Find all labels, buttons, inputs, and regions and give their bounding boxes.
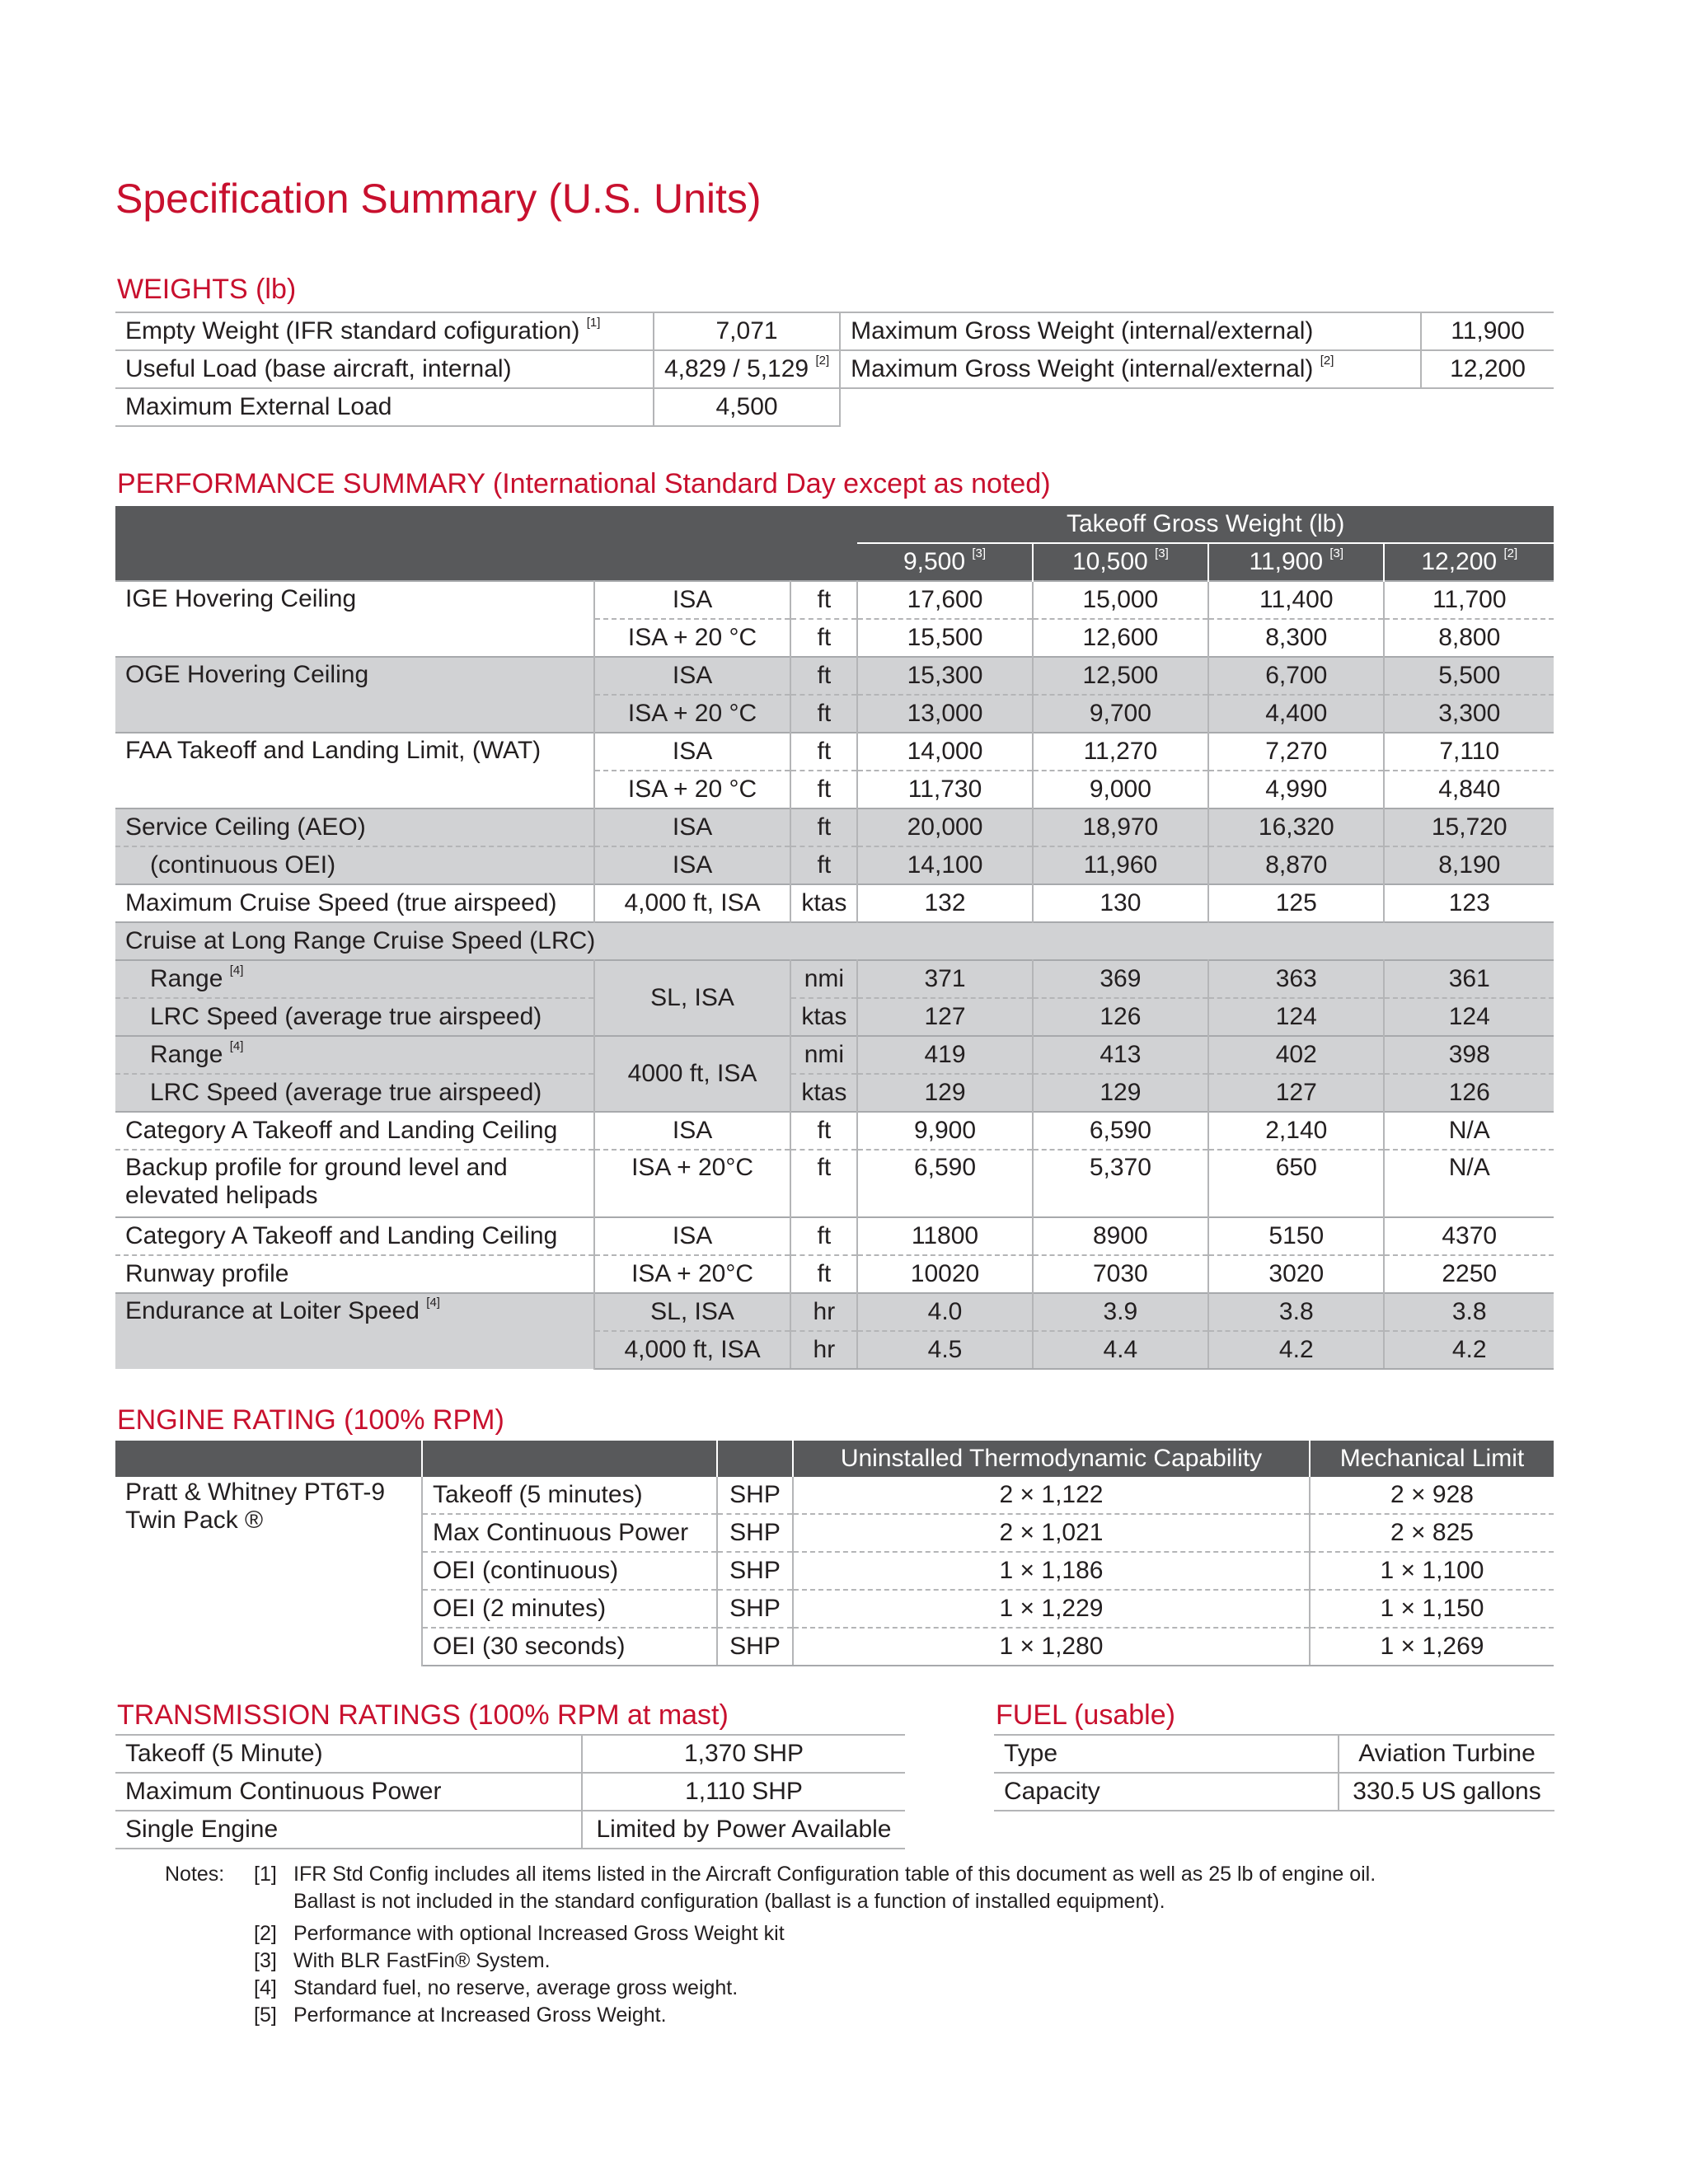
mech-value: 2 × 825 bbox=[1310, 1514, 1554, 1552]
cell-value: 15,720 bbox=[1384, 808, 1554, 846]
cell-value: 11,700 bbox=[1384, 581, 1554, 619]
mech-value: 1 × 1,150 bbox=[1310, 1590, 1554, 1628]
row-unit: ktas bbox=[790, 1074, 857, 1112]
table-row bbox=[115, 808, 1554, 846]
note-text: With BLR FastFin® System. bbox=[293, 1949, 551, 1972]
row-unit: ft bbox=[790, 733, 857, 771]
cell-value: 15,000 bbox=[1033, 581, 1208, 619]
row-unit: ktas bbox=[790, 884, 857, 922]
row-condition: ISA bbox=[594, 846, 791, 884]
row-label: Runway profile bbox=[115, 1255, 594, 1293]
cell-value: 419 bbox=[857, 1036, 1032, 1074]
row-condition: ISA + 20°C bbox=[594, 1255, 791, 1293]
takeoff-gross-weight-header: Takeoff Gross Weight (lb) bbox=[857, 506, 1554, 543]
performance-table bbox=[115, 506, 1554, 1370]
cell-value: 8,300 bbox=[1208, 619, 1384, 657]
cell-value: 8,870 bbox=[1208, 846, 1384, 884]
cell-value: 5150 bbox=[1208, 1217, 1384, 1255]
mech-value: 1 × 1,269 bbox=[1310, 1628, 1554, 1666]
row-condition: ISA bbox=[594, 808, 791, 846]
row-unit: ft bbox=[790, 771, 857, 808]
cell-value: 18,970 bbox=[1033, 808, 1208, 846]
cell-value: 650 bbox=[1208, 1150, 1384, 1217]
row-unit: ft bbox=[790, 1217, 857, 1255]
row-condition: ISA bbox=[594, 657, 791, 695]
cell-value: 4.2 bbox=[1384, 1331, 1554, 1369]
cell-value: 11,400 bbox=[1208, 581, 1384, 619]
row-label: Cruise at Long Range Cruise Speed (LRC) bbox=[115, 922, 1554, 960]
row-condition: SL, ISA bbox=[594, 960, 791, 1036]
cell-value: 126 bbox=[1033, 998, 1208, 1036]
weights-table bbox=[115, 312, 1554, 427]
cell-value: 9,900 bbox=[857, 1112, 1032, 1150]
cell-value: 11,730 bbox=[857, 771, 1032, 808]
column-header: 9,500 [3] bbox=[857, 543, 1032, 581]
cell-value: 3,300 bbox=[1384, 695, 1554, 733]
row-unit: ft bbox=[790, 1150, 857, 1217]
cell-value: 3.8 bbox=[1208, 1293, 1384, 1331]
cell-value: 9,000 bbox=[1033, 771, 1208, 808]
engine-name: Pratt & Whitney PT6T-9 Twin Pack ® bbox=[115, 1477, 422, 1666]
cell-value: 6,590 bbox=[1033, 1112, 1208, 1150]
cell-value: 361 bbox=[1384, 960, 1554, 998]
table-row bbox=[115, 350, 1554, 388]
row-condition: SL, ISA bbox=[594, 1293, 791, 1331]
cell-value: 127 bbox=[1208, 1074, 1384, 1112]
transmission-label: Maximum Continuous Power bbox=[115, 1773, 582, 1811]
rating-unit: SHP bbox=[717, 1590, 793, 1628]
row-label: Range [4] bbox=[115, 960, 594, 998]
row-label: FAA Takeoff and Landing Limit, (WAT) bbox=[115, 733, 594, 808]
cell-value: 124 bbox=[1208, 998, 1384, 1036]
cell-value: 125 bbox=[1208, 884, 1384, 922]
transmission-value: 1,110 SHP bbox=[582, 1773, 905, 1811]
table-row bbox=[115, 1773, 905, 1811]
row-label: LRC Speed (average true airspeed) bbox=[115, 1074, 594, 1112]
cell-value: 413 bbox=[1033, 1036, 1208, 1074]
weights-label: Maximum External Load bbox=[115, 388, 654, 426]
column-header: Uninstalled Thermodynamic Capability bbox=[793, 1441, 1310, 1477]
cell-value: 7030 bbox=[1033, 1255, 1208, 1293]
transmission-value: Limited by Power Available bbox=[582, 1811, 905, 1849]
table-header-row bbox=[115, 1441, 1554, 1477]
cell-value: 3020 bbox=[1208, 1255, 1384, 1293]
cell-value: 13,000 bbox=[857, 695, 1032, 733]
engine-table bbox=[115, 1441, 1554, 1666]
thermo-value: 2 × 1,122 bbox=[793, 1477, 1310, 1514]
cell-value: 4,990 bbox=[1208, 771, 1384, 808]
row-unit: ft bbox=[790, 846, 857, 884]
row-label: Endurance at Loiter Speed [4] bbox=[115, 1293, 594, 1369]
cell-value: 4,840 bbox=[1384, 771, 1554, 808]
note-item bbox=[165, 1920, 1489, 1947]
row-condition: ISA + 20 °C bbox=[594, 771, 791, 808]
row-label: Service Ceiling (AEO) bbox=[115, 808, 594, 846]
table-row bbox=[115, 846, 1554, 884]
row-unit: ft bbox=[790, 657, 857, 695]
row-condition: ISA bbox=[594, 733, 791, 771]
row-unit: ft bbox=[790, 1112, 857, 1150]
notes bbox=[165, 1861, 1489, 2029]
cell-value: 398 bbox=[1384, 1036, 1554, 1074]
cell-value: 6,700 bbox=[1208, 657, 1384, 695]
row-label: LRC Speed (average true airspeed) bbox=[115, 998, 594, 1036]
cell-value: 8900 bbox=[1033, 1217, 1208, 1255]
cell-value: 16,320 bbox=[1208, 808, 1384, 846]
table-row bbox=[115, 1074, 1554, 1112]
table-row bbox=[115, 1150, 1554, 1217]
row-condition: ISA bbox=[594, 581, 791, 619]
note-text: Performance with optional Increased Gross Weight kit bbox=[293, 1922, 785, 1945]
rating-label: Takeoff (5 minutes) bbox=[422, 1477, 717, 1514]
cell-value: 124 bbox=[1384, 998, 1554, 1036]
cell-value: 4.4 bbox=[1033, 1331, 1208, 1369]
row-unit: hr bbox=[790, 1293, 857, 1331]
note-text: Standard fuel, no reserve, average gross weight. bbox=[293, 1976, 738, 1999]
cell-value: 2250 bbox=[1384, 1255, 1554, 1293]
row-unit: ft bbox=[790, 1255, 857, 1293]
cell-value: 5,500 bbox=[1384, 657, 1554, 695]
row-condition: ISA + 20 °C bbox=[594, 695, 791, 733]
table-header-row bbox=[115, 506, 1554, 543]
transmission-label: Single Engine bbox=[115, 1811, 582, 1849]
cell-value: 9,700 bbox=[1033, 695, 1208, 733]
weights-label: Maximum Gross Weight (internal/external) bbox=[840, 312, 1421, 350]
fuel-value: 330.5 US gallons bbox=[1339, 1773, 1554, 1811]
cell-value: N/A bbox=[1384, 1150, 1554, 1217]
cell-value: 132 bbox=[857, 884, 1032, 922]
cell-value: 3.8 bbox=[1384, 1293, 1554, 1331]
row-label: Category A Takeoff and Landing Ceiling bbox=[115, 1112, 594, 1150]
table-row bbox=[994, 1773, 1554, 1811]
cell-value: 20,000 bbox=[857, 808, 1032, 846]
row-unit: ktas bbox=[790, 998, 857, 1036]
row-condition: ISA bbox=[594, 1112, 791, 1150]
cell-value: 4.5 bbox=[857, 1331, 1032, 1369]
cell-value: 4.2 bbox=[1208, 1331, 1384, 1369]
cell-value: 12,500 bbox=[1033, 657, 1208, 695]
note-text: IFR Std Config includes all items listed in the Aircraft Configuration table of this document as well as 25 lb of engine oil. Ballast is not included in the standard configuration (ballast is a function of installed equipment). bbox=[293, 1863, 1376, 1913]
table-row bbox=[115, 1255, 1554, 1293]
weights-value: 12,200 bbox=[1421, 350, 1554, 388]
row-label: (continuous OEI) bbox=[115, 846, 594, 884]
fuel-label: Capacity bbox=[994, 1773, 1339, 1811]
table-row bbox=[115, 998, 1554, 1036]
mech-value: 1 × 1,100 bbox=[1310, 1552, 1554, 1590]
table-row bbox=[115, 657, 1554, 695]
row-unit: ft bbox=[790, 581, 857, 619]
transmission-heading: TRANSMISSION RATINGS (100% RPM at mast) bbox=[117, 1699, 729, 1731]
rating-label: OEI (30 seconds) bbox=[422, 1628, 717, 1666]
column-header: 11,900 [3] bbox=[1208, 543, 1384, 581]
rating-unit: SHP bbox=[717, 1477, 793, 1514]
rating-label: Max Continuous Power bbox=[422, 1514, 717, 1552]
rating-label: OEI (2 minutes) bbox=[422, 1590, 717, 1628]
cell-value: 11,960 bbox=[1033, 846, 1208, 884]
table-row bbox=[115, 312, 1554, 350]
thermo-value: 1 × 1,229 bbox=[793, 1590, 1310, 1628]
cell-value: N/A bbox=[1384, 1112, 1554, 1150]
row-condition: 4,000 ft, ISA bbox=[594, 1331, 791, 1369]
row-label: Category A Takeoff and Landing Ceiling bbox=[115, 1217, 594, 1255]
transmission-value: 1,370 SHP bbox=[582, 1735, 905, 1773]
row-condition: ISA + 20°C bbox=[594, 1150, 791, 1217]
row-condition: 4,000 ft, ISA bbox=[594, 884, 791, 922]
rating-label: OEI (continuous) bbox=[422, 1552, 717, 1590]
note-number: [1] bbox=[254, 1863, 277, 1886]
note-item bbox=[165, 1947, 1489, 1975]
weights-value: 4,500 bbox=[654, 388, 840, 426]
cell-value: 4.0 bbox=[857, 1293, 1032, 1331]
cell-value: 7,270 bbox=[1208, 733, 1384, 771]
row-unit: nmi bbox=[790, 960, 857, 998]
cell-value: 127 bbox=[857, 998, 1032, 1036]
row-label: OGE Hovering Ceiling bbox=[115, 657, 594, 733]
row-unit: nmi bbox=[790, 1036, 857, 1074]
cell-value: 3.9 bbox=[1033, 1293, 1208, 1331]
weights-label: Useful Load (base aircraft, internal) bbox=[115, 350, 654, 388]
note-number: [4] bbox=[254, 1976, 277, 1999]
weights-label: Empty Weight (IFR standard cofiguration) [1] bbox=[115, 312, 654, 350]
row-label: Range [4] bbox=[115, 1036, 594, 1074]
rating-unit: SHP bbox=[717, 1552, 793, 1590]
cell-value: 5,370 bbox=[1033, 1150, 1208, 1217]
table-row bbox=[115, 1735, 905, 1773]
cell-value: 129 bbox=[1033, 1074, 1208, 1112]
cell-value: 11,270 bbox=[1033, 733, 1208, 771]
note-number: [5] bbox=[254, 2004, 277, 2027]
cell-value: 371 bbox=[857, 960, 1032, 998]
cell-value: 369 bbox=[1033, 960, 1208, 998]
row-unit: ft bbox=[790, 695, 857, 733]
thermo-value: 2 × 1,021 bbox=[793, 1514, 1310, 1552]
cell-value: 10020 bbox=[857, 1255, 1032, 1293]
cell-value: 15,500 bbox=[857, 619, 1032, 657]
cell-value: 4370 bbox=[1384, 1217, 1554, 1255]
note-item bbox=[165, 2002, 1489, 2029]
weights-label: Maximum Gross Weight (internal/external) [2] bbox=[840, 350, 1421, 388]
row-label: Maximum Cruise Speed (true airspeed) bbox=[115, 884, 594, 922]
thermo-value: 1 × 1,186 bbox=[793, 1552, 1310, 1590]
fuel-label: Type bbox=[994, 1735, 1339, 1773]
weights-heading: WEIGHTS (lb) bbox=[117, 274, 297, 305]
cell-value: 129 bbox=[857, 1074, 1032, 1112]
note-number: [2] bbox=[254, 1922, 277, 1945]
rating-unit: SHP bbox=[717, 1628, 793, 1666]
performance-heading: PERFORMANCE SUMMARY (International Standard Day except as noted) bbox=[117, 468, 1051, 499]
cell-value: 402 bbox=[1208, 1036, 1384, 1074]
cell-value: 126 bbox=[1384, 1074, 1554, 1112]
table-row bbox=[115, 733, 1554, 771]
cell-value: 363 bbox=[1208, 960, 1384, 998]
cell-value: 14,000 bbox=[857, 733, 1032, 771]
row-unit: ft bbox=[790, 619, 857, 657]
row-label: IGE Hovering Ceiling bbox=[115, 581, 594, 657]
thermo-value: 1 × 1,280 bbox=[793, 1628, 1310, 1666]
cell-value: 11800 bbox=[857, 1217, 1032, 1255]
table-row bbox=[115, 1293, 1554, 1331]
weights-value: 7,071 bbox=[654, 312, 840, 350]
fuel-table bbox=[994, 1734, 1554, 1811]
column-header: Mechanical Limit bbox=[1339, 1445, 1525, 1472]
table-row bbox=[115, 1477, 1554, 1514]
cell-value: 7,110 bbox=[1384, 733, 1554, 771]
column-header: 12,200 [2] bbox=[1384, 543, 1554, 581]
cell-value: 130 bbox=[1033, 884, 1208, 922]
cell-value: 8,190 bbox=[1384, 846, 1554, 884]
cell-value: 4,400 bbox=[1208, 695, 1384, 733]
cell-value: 15,300 bbox=[857, 657, 1032, 695]
note-item bbox=[165, 1861, 1489, 1915]
table-row bbox=[115, 1112, 1554, 1150]
table-row bbox=[115, 1811, 905, 1849]
fuel-value: Aviation Turbine bbox=[1339, 1735, 1554, 1773]
column-header: 10,500 [3] bbox=[1033, 543, 1208, 581]
table-header-row bbox=[115, 543, 1554, 581]
cell-value: 12,600 bbox=[1033, 619, 1208, 657]
transmission-table bbox=[115, 1734, 905, 1849]
note-number: [3] bbox=[254, 1949, 277, 1972]
weights-value: 11,900 bbox=[1421, 312, 1554, 350]
row-unit: ft bbox=[790, 808, 857, 846]
transmission-label: Takeoff (5 Minute) bbox=[115, 1735, 582, 1773]
table-row bbox=[115, 922, 1554, 960]
fuel-heading: FUEL (usable) bbox=[996, 1699, 1175, 1731]
note-item bbox=[165, 1975, 1489, 2002]
table-row bbox=[994, 1735, 1554, 1773]
cell-value: 17,600 bbox=[857, 581, 1032, 619]
table-row bbox=[115, 960, 1554, 998]
row-condition: 4000 ft, ISA bbox=[594, 1036, 791, 1112]
cell-value: 8,800 bbox=[1384, 619, 1554, 657]
weights-value: 4,829 / 5,129 [2] bbox=[654, 350, 840, 388]
cell-value: 2,140 bbox=[1208, 1112, 1384, 1150]
table-row bbox=[115, 1036, 1554, 1074]
table-row bbox=[115, 884, 1554, 922]
note-text: Performance at Increased Gross Weight. bbox=[293, 2004, 667, 2027]
row-condition: ISA bbox=[594, 1217, 791, 1255]
page-title: Specification Summary (U.S. Units) bbox=[115, 176, 762, 222]
cell-value: 6,590 bbox=[857, 1150, 1032, 1217]
row-unit: hr bbox=[790, 1331, 857, 1369]
row-label: Backup profile for ground level and elevated helipads bbox=[115, 1150, 594, 1217]
mech-value: 2 × 928 bbox=[1390, 1481, 1474, 1508]
table-row bbox=[115, 388, 1554, 426]
table-row bbox=[115, 1217, 1554, 1255]
engine-heading: ENGINE RATING (100% RPM) bbox=[117, 1404, 504, 1436]
notes-label: Notes: bbox=[165, 1863, 225, 1886]
cell-value: 123 bbox=[1384, 884, 1554, 922]
table-row bbox=[115, 581, 1554, 619]
cell-value: 14,100 bbox=[857, 846, 1032, 884]
rating-unit: SHP bbox=[717, 1514, 793, 1552]
row-condition: ISA + 20 °C bbox=[594, 619, 791, 657]
